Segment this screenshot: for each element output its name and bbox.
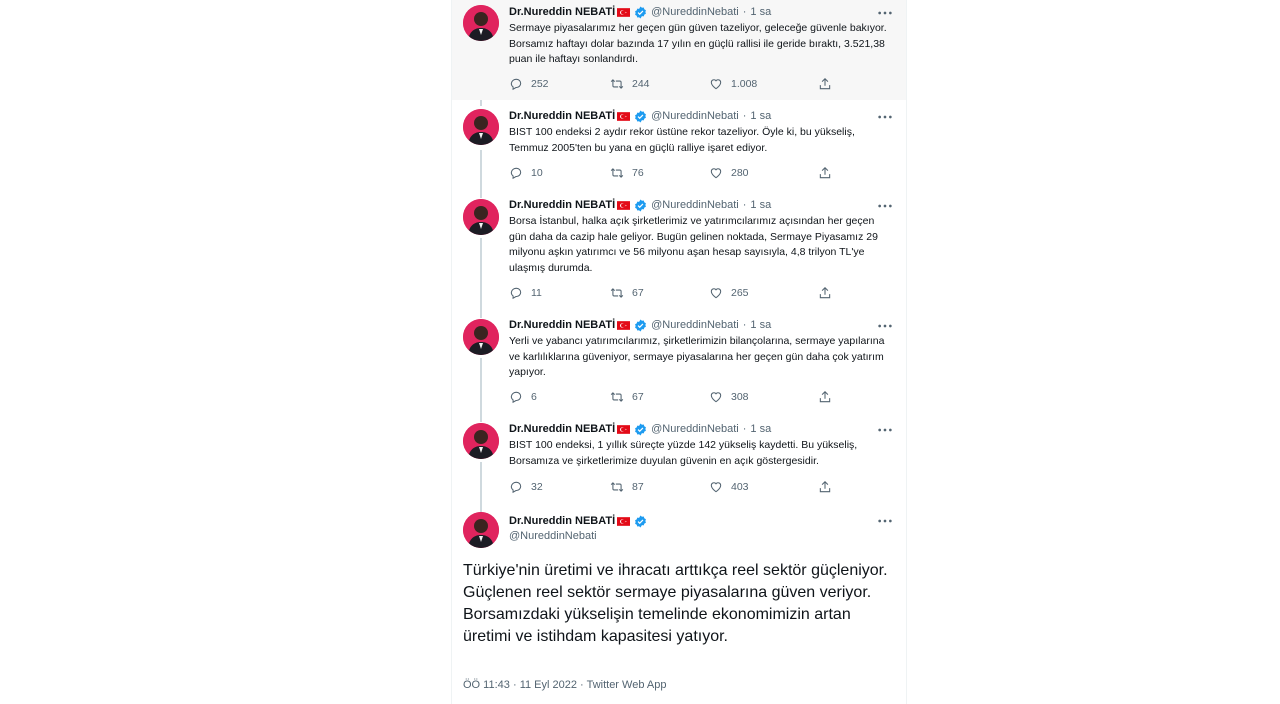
verified-badge-icon	[634, 110, 647, 123]
tweet-actions	[509, 390, 839, 404]
like-count: 280	[731, 167, 749, 179]
tweet[interactable]	[452, 414, 906, 504]
share-icon	[818, 77, 832, 91]
reply-count: 10	[531, 167, 543, 179]
tweet-actions	[509, 286, 839, 300]
tweet-header	[509, 197, 771, 213]
tweet-meta	[463, 679, 666, 691]
retweet-button[interactable]	[610, 77, 650, 91]
retweet-button[interactable]	[610, 166, 644, 180]
like-button[interactable]	[709, 166, 749, 180]
reply-count: 32	[531, 481, 543, 493]
tweet-actions	[509, 77, 839, 91]
avatar[interactable]	[463, 109, 499, 145]
like-count: 265	[731, 287, 749, 299]
tweet-text: Yerli ve yabancı yatırımcılarımız, şirketlerimizin bilançolarına, sermaye yapılarına ve karlılıklarına güveniyor, sermaye piyasalarına her geçen gün daha çok yatırım yapıyor.	[509, 335, 885, 378]
tweet-time[interactable]: 1 sa	[750, 110, 772, 122]
author-name[interactable]: Dr.Nureddin NEBATİ	[509, 199, 616, 211]
author-name[interactable]: Dr.Nureddin NEBATİ	[509, 319, 616, 331]
author-handle[interactable]: @NureddinNebati	[651, 423, 739, 435]
retweet-count: 76	[632, 167, 644, 179]
like-count: 308	[731, 391, 749, 403]
turkish-flag-icon	[617, 201, 630, 210]
reply-icon	[509, 390, 523, 404]
separator: ·	[580, 679, 584, 691]
share-icon	[818, 390, 832, 404]
tweet-actions	[509, 480, 839, 494]
tweet-text: Borsa İstanbul, halka açık şirketlerimiz ve yatırımcılarımız açısından her geçen gün daha da cazip hale geliyor. Bugün gelinen noktada, Sermaye Piyasamız 29 milyonu aşkın yatırımcı ve 56 milyonu aşan hesap sayısıyla, 4,8 trilyon TL'ye ulaşmış durumda.	[509, 215, 878, 274]
tweet-text: BIST 100 endeksi, 1 yıllık süreçte yüzde 142 yükseliş kaydetti. Bu yükseliş, Borsamıza ve şirketlerimize duyulan güvenin en açık göstergesidir.	[509, 439, 858, 467]
avatar[interactable]	[463, 319, 499, 355]
share-icon	[818, 480, 832, 494]
retweet-count: 87	[632, 481, 644, 493]
main-tweet-text: Türkiye'nin üretimi ve ihracatı arttıkça reel sektör güçleniyor. Güçlenen reel sektör sermaye piyasalarına güven veriyor. Borsamızdaki yükselişin temelinde ekonomimizin artan üretimi ve istihdam kapasitesi yatıyor.	[463, 562, 888, 645]
heart-icon	[709, 286, 723, 300]
tweet-date[interactable]: 11 Eyl 2022	[519, 679, 577, 691]
reply-button[interactable]	[509, 480, 543, 494]
turkish-flag-icon	[617, 321, 630, 330]
reply-icon	[509, 166, 523, 180]
heart-icon	[709, 166, 723, 180]
share-button[interactable]	[818, 390, 832, 404]
like-button[interactable]	[709, 286, 749, 300]
reply-button[interactable]	[509, 286, 542, 300]
turkish-flag-icon	[617, 517, 630, 526]
tweet-time[interactable]: 1 sa	[750, 423, 772, 435]
verified-badge-icon	[634, 6, 647, 19]
separator: ·	[742, 6, 747, 18]
avatar[interactable]	[463, 512, 499, 548]
reply-button[interactable]	[509, 77, 549, 91]
heart-icon	[709, 480, 723, 494]
share-button[interactable]	[818, 480, 832, 494]
separator: ·	[512, 679, 517, 691]
retweet-icon	[610, 166, 624, 180]
author-handle[interactable]: @NureddinNebati	[651, 110, 739, 122]
retweet-count: 67	[632, 287, 644, 299]
more-options-icon[interactable]	[877, 112, 893, 122]
separator: ·	[742, 423, 747, 435]
more-options-icon[interactable]	[877, 516, 893, 526]
separator: ·	[742, 319, 747, 331]
like-button[interactable]	[709, 390, 749, 404]
tweet-text: Sermaye piyasalarımız her geçen gün güven tazeliyor, geleceğe güvenle bakıyor. Borsamız haftayı dolar bazında 17 yılın en güçlü rallisi ile geride bıraktı, 3.521,38 puan ile haftayı sonlandırdı.	[509, 22, 887, 65]
retweet-icon	[610, 77, 624, 91]
tweet-actions	[509, 166, 839, 180]
reply-count: 252	[531, 78, 549, 90]
retweet-button[interactable]	[610, 286, 644, 300]
share-icon	[818, 286, 832, 300]
tweet-time[interactable]: 1 sa	[750, 6, 772, 18]
retweet-button[interactable]	[610, 480, 644, 494]
author-handle[interactable]: @NureddinNebati	[651, 319, 739, 331]
verified-badge-icon	[634, 515, 647, 528]
author-name[interactable]: Dr.Nureddin NEBATİ	[509, 110, 616, 122]
retweet-button[interactable]	[610, 390, 644, 404]
tweet-thread	[451, 0, 907, 704]
heart-icon	[709, 390, 723, 404]
tweet-header	[509, 4, 771, 20]
retweet-count: 244	[632, 78, 650, 90]
tweet-header	[509, 421, 771, 437]
like-count: 403	[731, 481, 749, 493]
separator: ·	[742, 110, 747, 122]
share-button[interactable]	[818, 166, 832, 180]
tweet-time[interactable]: 1 sa	[750, 199, 772, 211]
author-handle[interactable]: @NureddinNebati	[651, 199, 739, 211]
tweet-time[interactable]: 1 sa	[750, 319, 772, 331]
tweet-header	[509, 108, 771, 124]
author-name[interactable]: Dr.Nureddin NEBATİ	[509, 423, 616, 435]
avatar[interactable]	[463, 5, 499, 41]
more-options-icon[interactable]	[877, 425, 893, 435]
reply-button[interactable]	[509, 390, 537, 404]
author-name[interactable]: Dr.Nureddin NEBATİ	[509, 515, 616, 527]
reply-count: 11	[531, 287, 542, 299]
author-name[interactable]: Dr.Nureddin NEBATİ	[509, 6, 616, 18]
more-options-icon[interactable]	[877, 321, 893, 331]
more-options-icon[interactable]	[877, 8, 893, 18]
verified-badge-icon	[634, 199, 647, 212]
like-button[interactable]	[709, 480, 749, 494]
reply-icon	[509, 480, 523, 494]
tweet-timestamp[interactable]: ÖÖ 11:43	[463, 679, 510, 691]
tweet-text: BIST 100 endeksi 2 aydır rekor üstüne rekor tazeliyor. Öyle ki, bu yükseliş, Temmuz 2005'ten bu yana en güçlü ralliye işaret ediyor.	[509, 126, 855, 154]
avatar[interactable]	[463, 423, 499, 459]
separator: ·	[742, 199, 747, 211]
tweet[interactable]	[452, 310, 906, 414]
tweet[interactable]	[452, 0, 906, 100]
tweet[interactable]	[452, 100, 906, 194]
share-button[interactable]	[818, 77, 832, 91]
reply-icon	[509, 286, 523, 300]
retweet-icon	[610, 480, 624, 494]
tweet-header	[509, 317, 771, 333]
heart-icon	[709, 77, 723, 91]
more-options-icon[interactable]	[877, 201, 893, 211]
main-tweet-header	[509, 513, 647, 529]
author-handle[interactable]: @NureddinNebati	[651, 6, 739, 18]
verified-badge-icon	[634, 423, 647, 436]
tweet-source[interactable]: Twitter Web App	[586, 679, 667, 691]
reply-button[interactable]	[509, 166, 543, 180]
retweet-count: 67	[632, 391, 644, 403]
retweet-icon	[610, 390, 624, 404]
turkish-flag-icon	[617, 8, 630, 17]
turkish-flag-icon	[617, 425, 630, 434]
turkish-flag-icon	[617, 112, 630, 121]
tweet[interactable]	[452, 190, 906, 310]
verified-badge-icon	[634, 319, 647, 332]
like-count: 1.008	[731, 78, 758, 90]
retweet-icon	[610, 286, 624, 300]
author-handle[interactable]: @NureddinNebati	[509, 530, 597, 542]
reply-icon	[509, 77, 523, 91]
avatar[interactable]	[463, 199, 499, 235]
like-button[interactable]	[709, 77, 757, 91]
share-icon	[818, 166, 832, 180]
share-button[interactable]	[818, 286, 832, 300]
reply-count: 6	[531, 391, 537, 403]
